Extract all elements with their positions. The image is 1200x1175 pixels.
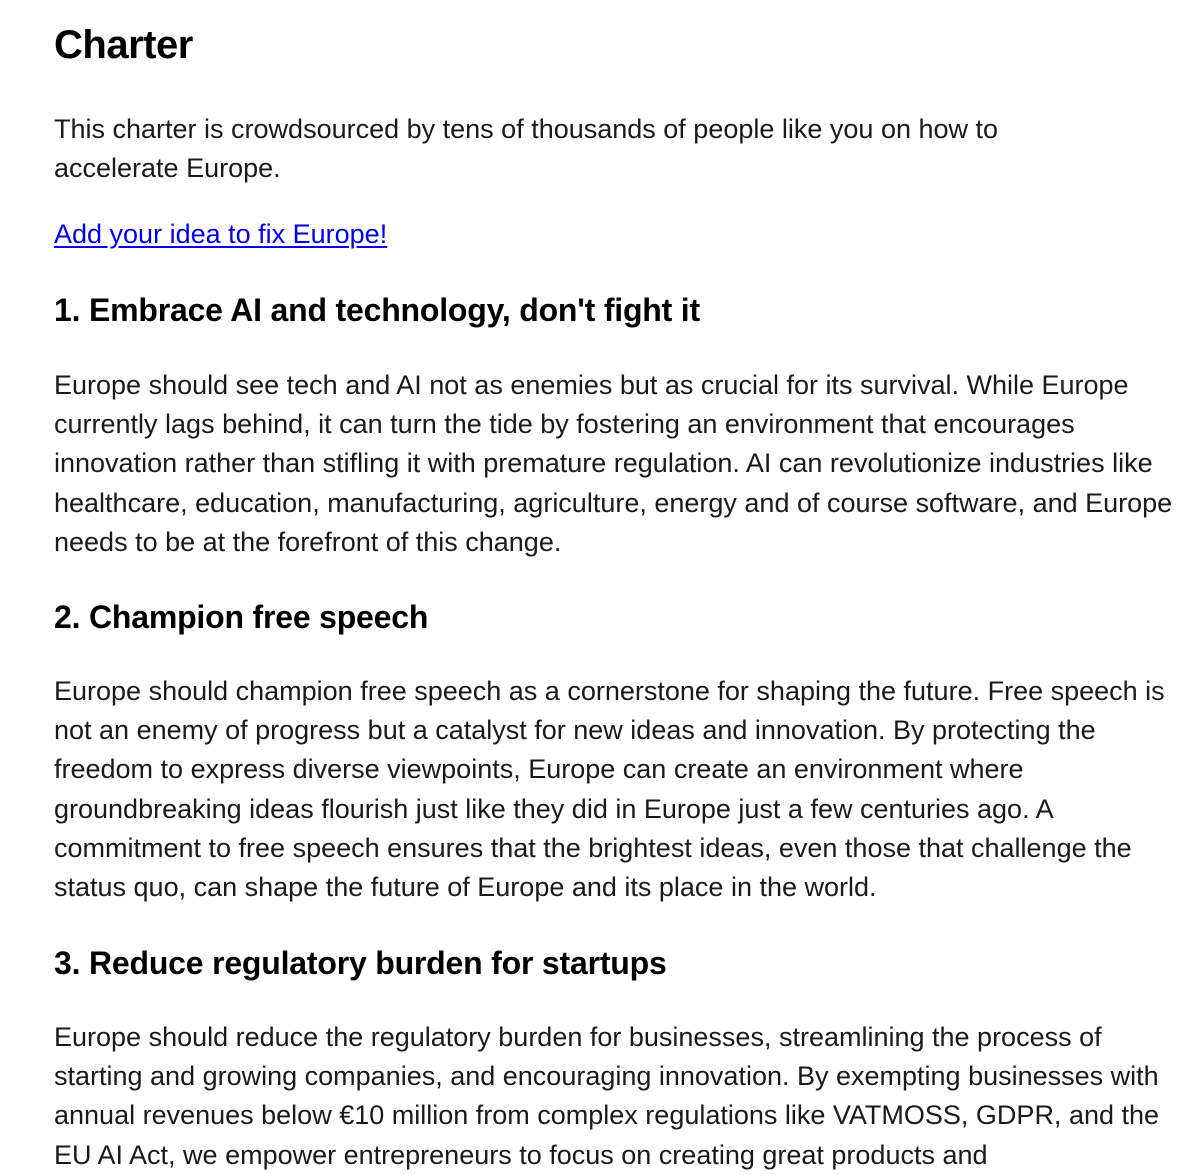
page-title: Charter bbox=[54, 23, 193, 67]
section-heading: 2. Champion free speech bbox=[54, 599, 429, 635]
intro-paragraph: This charter is crowdsourced by tens of thousands of people like you on how to accelerate Europe. bbox=[54, 114, 999, 183]
section-heading: 1. Embrace AI and technology, don't fight it bbox=[54, 292, 700, 328]
section-heading: 3. Reduce regulatory burden for startups bbox=[54, 945, 667, 981]
add-idea-link[interactable]: Add your idea to fix Europe! bbox=[54, 219, 388, 249]
section-paragraph: Europe should reduce the regulatory burden for businesses, streamlining the process of starting and growing companies, and encouraging innovation. By exempting businesses with annual revenues below €10 million from complex regulations like VATMOSS, GDPR, and the EU AI Act, we empower entrepreneurs to focus on creating great products and bbox=[54, 1022, 1160, 1170]
section-paragraph: Europe should see tech and AI not as enemies but as crucial for its survival. While Europe currently lags behind, it can turn the tide by fostering an environment that encourages innovation rather than stifling it with premature regulation. AI can revolutionize industries like healthcare, education, manufacturing, agriculture, energy and of course software, and Europe needs to be at the forefront of this change. bbox=[54, 370, 1173, 557]
section-paragraph: Europe should champion free speech as a cornerstone for shaping the future. Free speech is not an enemy of progress but a catalyst for new ideas and innovation. By protecting the freedom to express diverse viewpoints, Europe can create an environment where groundbreaking ideas flourish just like they did in Europe just a few centuries ago. A commitment to free speech ensures that the brightest ideas, even those that challenge the status quo, can shape the future of Europe and its place in the world. bbox=[54, 676, 1165, 903]
